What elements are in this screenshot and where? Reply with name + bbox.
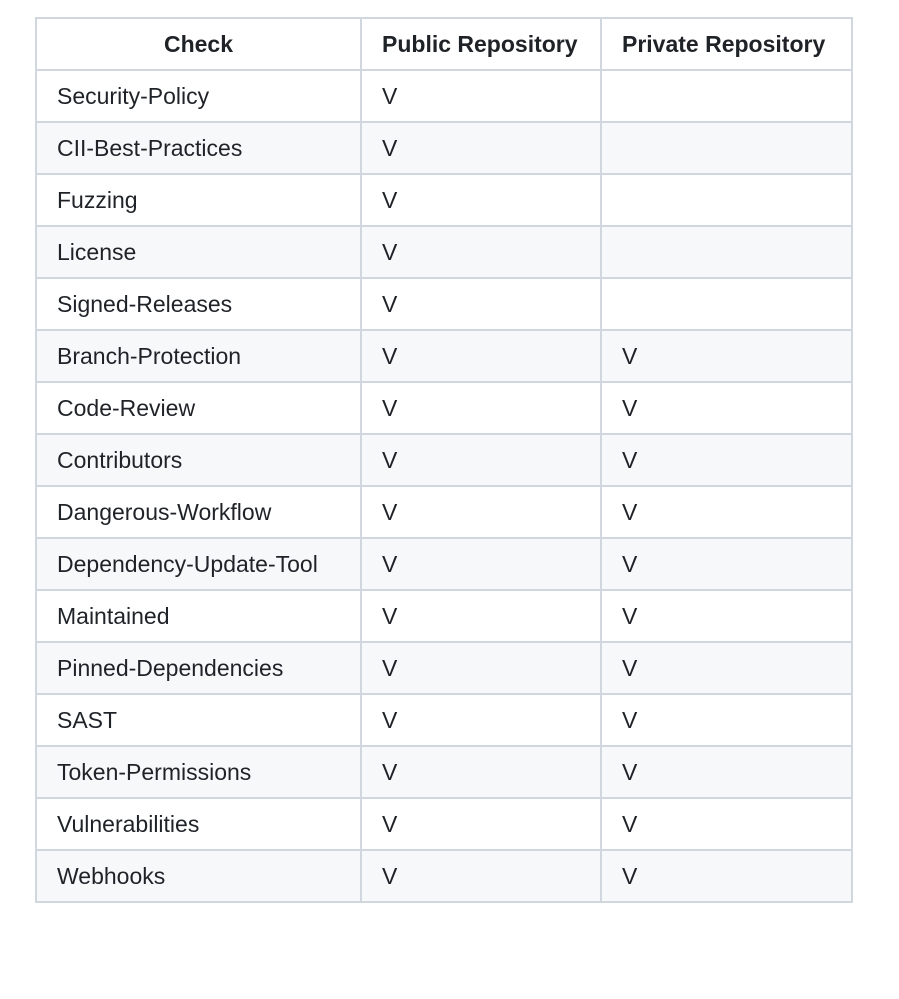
cell-public-repository: V — [361, 746, 601, 798]
cell-private-repository: V — [601, 850, 852, 902]
cell-public-repository: V — [361, 798, 601, 850]
cell-public-repository: V — [361, 694, 601, 746]
cell-private-repository: V — [601, 486, 852, 538]
cell-public-repository: V — [361, 538, 601, 590]
table-row — [36, 122, 852, 174]
checks-table-container — [35, 17, 853, 903]
cell-check-name: License — [36, 226, 361, 278]
cell-private-repository: V — [601, 538, 852, 590]
header-public-repository: Public Repository — [361, 18, 601, 70]
cell-check-name: Branch-Protection — [36, 330, 361, 382]
cell-public-repository: V — [361, 70, 601, 122]
cell-public-repository: V — [361, 434, 601, 486]
table-header — [36, 18, 852, 70]
cell-check-name: Dangerous-Workflow — [36, 486, 361, 538]
cell-public-repository: V — [361, 226, 601, 278]
cell-private-repository — [601, 278, 852, 330]
cell-private-repository — [601, 70, 852, 122]
cell-private-repository — [601, 122, 852, 174]
cell-public-repository: V — [361, 642, 601, 694]
cell-public-repository: V — [361, 382, 601, 434]
table-row — [36, 382, 852, 434]
table-row — [36, 538, 852, 590]
header-row — [36, 18, 852, 70]
cell-public-repository: V — [361, 122, 601, 174]
cell-public-repository: V — [361, 486, 601, 538]
table-row — [36, 590, 852, 642]
cell-check-name: Pinned-Dependencies — [36, 642, 361, 694]
cell-public-repository: V — [361, 850, 601, 902]
cell-check-name: SAST — [36, 694, 361, 746]
cell-check-name: Vulnerabilities — [36, 798, 361, 850]
cell-check-name: Security-Policy — [36, 70, 361, 122]
cell-check-name: Webhooks — [36, 850, 361, 902]
cell-public-repository: V — [361, 330, 601, 382]
cell-check-name: Fuzzing — [36, 174, 361, 226]
cell-check-name: Contributors — [36, 434, 361, 486]
cell-private-repository: V — [601, 798, 852, 850]
cell-private-repository: V — [601, 694, 852, 746]
table-row — [36, 642, 852, 694]
cell-private-repository: V — [601, 746, 852, 798]
cell-private-repository — [601, 174, 852, 226]
cell-private-repository: V — [601, 590, 852, 642]
checks-table — [35, 17, 853, 903]
cell-check-name: Token-Permissions — [36, 746, 361, 798]
cell-check-name: Code-Review — [36, 382, 361, 434]
header-check: Check — [36, 18, 361, 70]
cell-private-repository: V — [601, 330, 852, 382]
cell-private-repository: V — [601, 434, 852, 486]
table-row — [36, 486, 852, 538]
cell-check-name: Dependency-Update-Tool — [36, 538, 361, 590]
table-row — [36, 278, 852, 330]
header-private-repository: Private Repository — [601, 18, 852, 70]
table-row — [36, 694, 852, 746]
cell-private-repository: V — [601, 382, 852, 434]
cell-public-repository: V — [361, 590, 601, 642]
table-row — [36, 70, 852, 122]
table-row — [36, 850, 852, 902]
cell-check-name: Signed-Releases — [36, 278, 361, 330]
cell-public-repository: V — [361, 278, 601, 330]
table-row — [36, 746, 852, 798]
cell-check-name: CII-Best-Practices — [36, 122, 361, 174]
table-body — [36, 70, 852, 902]
table-row — [36, 174, 852, 226]
cell-check-name: Maintained — [36, 590, 361, 642]
cell-public-repository: V — [361, 174, 601, 226]
table-row — [36, 330, 852, 382]
table-row — [36, 798, 852, 850]
cell-private-repository — [601, 226, 852, 278]
table-row — [36, 226, 852, 278]
cell-private-repository: V — [601, 642, 852, 694]
table-row — [36, 434, 852, 486]
